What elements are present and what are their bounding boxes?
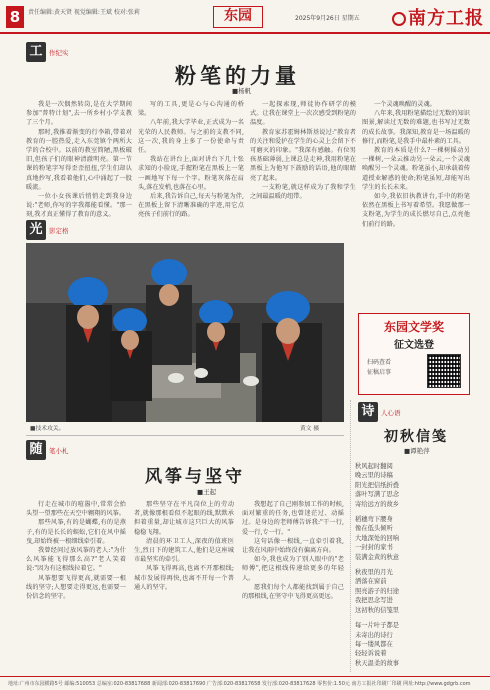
poem-line: 轻轻诉说着 (355, 650, 387, 658)
paragraph: 我站在讲台上,面对讲台下几十张求知的小脸庞,手握粉笔在黑板上一笔一画地写下每一个字。粉笔灰落在肩头,落在发梢,也落在心里。 (138, 156, 244, 191)
article-column-2 (138, 100, 244, 236)
paragraph: 教育家苏霍姆林斯基说过:"教育者的关注和爱护在学生的心灵上会留下不可磨灭的印象。"我深有感触。有位男孩基础薄弱,上课总是走神,我用粉笔在黑板上为他写下鼓励的话语,他的眼睛亮了起来。 (250, 128, 356, 182)
paragraph: 如今,我依旧执教讲台,手中的粉笔依然在黑板上书写着希望。我愿做那一支粉笔,为学生的成长燃尽自己,点亮他们前行的路。 (362, 193, 470, 228)
contest-subtitle: 征文选登 (394, 340, 434, 351)
poem-line: 秋天温柔的故事 (355, 659, 400, 667)
photo-credit: 黄文 摄 (300, 426, 320, 432)
paragraph: 风筝飞得再高,也离不开那根线;城市发展得再快,也离不开每一个普通人的坚守。 (134, 565, 234, 591)
poem-line: 装满金黄的秋意 (355, 553, 400, 561)
paragraph: 清晨的环卫工人,深夜的值班医生,烈日下的建筑工人,他们是这座城市最坚实的牵引。 (134, 537, 234, 564)
paragraph: 这句话像一根线,一直牵引着我,让我在风雨中始终没有偏离方向。 (242, 537, 344, 555)
scan-line: 征稿启事 (367, 369, 392, 376)
paragraph: 愿我们每个人都能找到属于自己的那根线,在坚守中飞得更高更远。 (242, 583, 344, 601)
paragraph: 那些风筝,有的是蝴蝶,有的是燕子,有的是长长的蜈蚣,它们在风中摇曳,却始终被一根细线牵引着。 (26, 519, 126, 545)
poem-title: 初秋信笺 (384, 429, 448, 445)
article-column-4 (362, 100, 470, 305)
work-record-badge (26, 42, 69, 62)
poem-line: 这初秋的信笺里 (355, 606, 400, 614)
poem-line: 一封封的家书 (355, 544, 393, 552)
badge-char: 诗 (358, 402, 378, 422)
badge-char: 随 (26, 440, 46, 460)
poem-line: 晚云里的诗稿 (355, 472, 393, 480)
paragraph: 一起探索现,师徒协作研学的模式。让我在课堂上一次次感受到粉笔的温度。 (250, 101, 356, 127)
poem-line: 大地深处的回响 (355, 534, 400, 542)
poem-stanza (355, 621, 473, 668)
workers-photo-illustration (26, 243, 344, 422)
photo-caption: ■技术攻关。 (30, 426, 65, 432)
paragraph: 如今,我也成为了别人眼中的"老师傅",把这根线传递给更多的年轻人。 (242, 556, 344, 582)
brand-mark-icon (392, 12, 406, 26)
badge-char: 光 (26, 220, 46, 240)
paragraph: 一位小女孩课后悄悄走到我身边说:"老师,你写的字我都能看懂。"那一刻,我才真正懂得了教育的意义。 (26, 193, 132, 219)
paragraph: 一支粉笔,就这样成为了我和学生之间最温暖的纽带。 (250, 183, 356, 201)
paragraph: 风筝想要飞得更高,就需要一根线的坚守;人想要走得更远,也需要一份信念的坚守。 (26, 574, 126, 601)
article-column-1 (26, 100, 132, 236)
footer-info: 地址:广州市东园横路5号 邮编:510053 总编室:020-83817688 新闻部:020-83817690 广告部:020-83817658 发行部:020-83817628 零售价:1.50元 南方工报社印刷厂印刷 网址:http://www.gdgrb.com (8, 681, 471, 687)
paragraph: 一个灵魂唤醒的灵魂。 (374, 101, 436, 108)
badge-sub: 作纪实 (49, 48, 69, 57)
poem-line: 秋夜里的月光 (355, 569, 393, 577)
essay-section-badge (26, 440, 69, 460)
poem-stanza (355, 568, 473, 615)
section-name: 东园 (213, 6, 263, 28)
essay-column-2 (134, 500, 234, 672)
poem-line: 阳光把信纸折叠 (355, 481, 400, 489)
page-number: 8 (6, 6, 24, 28)
poem-line: 像在低头倾听 (355, 525, 393, 533)
article-column-3 (250, 100, 356, 236)
paragraph: 行走在城市的喧嚣中,常常会抬头望一望那些在天空中翱翔的风筝。 (26, 501, 126, 518)
editors-line: 责任编辑:黄天贤 视觉编辑:王斌 校对:张莉 (28, 9, 140, 16)
photo-section-badge (26, 220, 69, 240)
paragraph: 后来,我告诉自己,每天与粉笔为伴,在黑板上留下清晰准确的字迹,用它点亮孩子们前行的路。 (138, 193, 244, 219)
column-divider (350, 400, 351, 672)
contest-title: 东园文学奖 (383, 320, 444, 334)
essay-contest-box[interactable] (358, 313, 470, 395)
poem-line: 未寄出的诗行 (355, 631, 393, 639)
qr-code-icon[interactable] (427, 354, 461, 388)
poem-line: 落叶写满了思念 (355, 491, 400, 499)
badge-sub: 人心语 (381, 408, 401, 417)
badge-sub: 笔小札 (49, 446, 69, 455)
badge-char: 工 (26, 42, 46, 62)
paragraph: 教育的本质是什么?一棵树摇动另一棵树,一朵云推动另一朵云,一个灵魂唤醒另一个灵魂。粉笔虽小,却承载着传道授业解惑的使命;粉笔虽短,却能写出学生的长长未来。 (362, 147, 470, 191)
divider (26, 435, 344, 436)
paragraph: 八年来,我用粉笔描绘过无数的知识图景,解读过无数的难题,也书写过无数的成长故事。我深知,教育是一场温暖的修行,而粉笔,是我手中最朴素的工具。 (362, 110, 470, 145)
poem-body (355, 462, 473, 674)
poem-line: 我把思念写进 (355, 597, 393, 605)
poem-line: 秋风起时翻阅 (355, 463, 393, 470)
issue-date: 2025年9月26日 星期五 (295, 15, 360, 22)
news-photo (26, 243, 344, 422)
page-footer (0, 676, 490, 690)
essay-title: 风筝与坚守 (145, 467, 245, 487)
paragraph: 我是一次偶然转岗,是在大学期间参加"普特计划",去一所乡村小学支教了三个月。 (26, 101, 132, 127)
brand-name: 南方工报 (408, 8, 484, 29)
poem-line: 每一缕风都在 (355, 640, 393, 648)
paragraph: 那些坚守在平凡岗位上的劳动者,就像那根看似不起眼的线,默默承担着重量,却让城市这只巨大的风筝稳稳飞翔。 (134, 501, 234, 536)
article-title: 粉笔的力量 (175, 63, 300, 88)
scan-line: 扫码查看 (367, 359, 392, 366)
essay-column-1 (26, 500, 126, 672)
article-author: ■杨帆 (232, 87, 252, 95)
paragraph: 写的工具,更是心与心沟通的桥梁。 (138, 101, 244, 118)
poem-author: ■谭艳萍 (404, 447, 430, 455)
paragraph: 八年前,我大学毕业,正式成为一名光荣的人民教师。与之前的支教不同,这一次,我的身上多了一份使命与责任。 (138, 119, 244, 155)
essay-column-3 (242, 500, 344, 672)
poem-line: 每一片叶子都是 (355, 622, 400, 630)
essay-author: ■王起 (197, 488, 217, 496)
brand-logo (392, 4, 484, 30)
poem-stanza (355, 462, 473, 509)
poem-line: 照亮游子的归途 (355, 587, 400, 595)
poem-section-badge (358, 402, 401, 422)
paragraph: 我曾经问过放风筝的老人:"为什么风筝能飞得那么高?"老人笑着说:"因为有这根线拉着它。" (26, 547, 126, 573)
scan-instructions (367, 358, 391, 378)
page-header (0, 0, 490, 34)
paragraph: 我想起了自己刚参加工作的时候,面对繁重的任务,也曾迷茫过、动摇过。是身边的老师傅告诉我:"干一行,爱一行,专一行。" (242, 501, 344, 536)
poem-stanza (355, 515, 473, 562)
poem-line: 洒落在窗前 (355, 578, 387, 586)
paragraph: 那时,我推着渐变的行李箱,带着对教育的一腔热爱,走入东莞镇个两所大学的合校中。以前的教室简陋,黑板破旧,但孩子们的眼神清澈明亮。第一节课的粉笔字写得歪歪扭扭,学生们却认真地抄写,我看着他们,心中涌起了一股暖流。 (26, 128, 132, 191)
poem-line: 稻穗弯下腰身 (355, 516, 393, 524)
badge-sub: 影定格 (49, 226, 69, 235)
poem-line: 寄给远方的故乡 (355, 500, 400, 508)
